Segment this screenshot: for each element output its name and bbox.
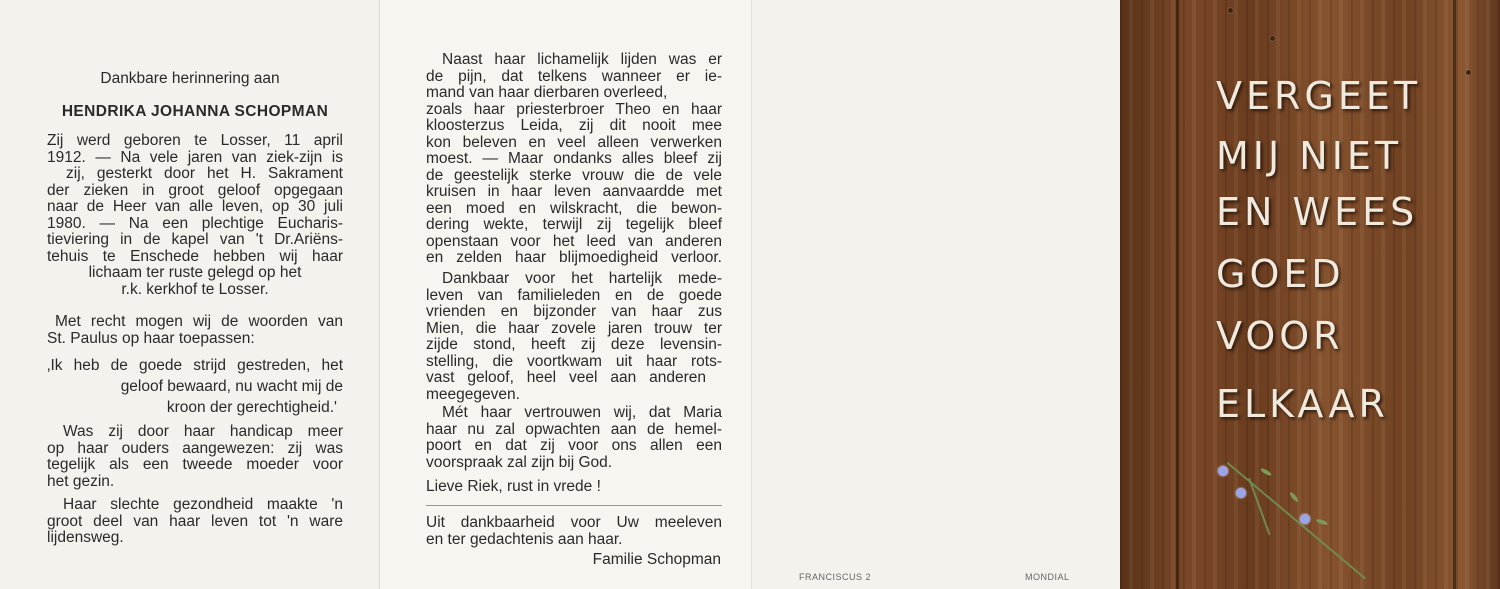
card-heading: Dankbare herinnering aan xyxy=(100,70,280,87)
flower-stem xyxy=(1248,478,1270,535)
farewell-line: Lieve Riek, rust in vrede ! xyxy=(426,478,601,495)
text-line: haar nu zal opwachten aan de hemel- xyxy=(426,420,722,438)
flower-icon xyxy=(1236,488,1246,498)
slogan-line: ELKAAR xyxy=(1216,382,1389,426)
family-signature: Familie Schopman xyxy=(592,551,721,568)
health-paragraph xyxy=(47,497,343,547)
text-line: ‚Ik heb de goede strijd gestreden, het xyxy=(47,357,343,374)
left-card-panel xyxy=(0,0,380,589)
birth-death-paragraph xyxy=(47,133,343,298)
text-line: kloosterzus Leida, zij dit nooit mee xyxy=(426,117,722,134)
slogan-line: VOOR xyxy=(1216,314,1344,358)
divider xyxy=(426,505,722,506)
leaf-icon xyxy=(1316,518,1329,526)
text-line: dering wekte, terwijl zij tegelijk bleef xyxy=(426,216,722,233)
nail-icon xyxy=(1270,36,1275,41)
slogan-line: GOED xyxy=(1216,252,1345,296)
text-line: zoals haar priesterbroer Theo en haar xyxy=(426,100,722,118)
text-line: openstaan voor het leed van anderen xyxy=(426,232,722,250)
flower-icon xyxy=(1218,466,1228,476)
board-seam xyxy=(1453,0,1456,589)
text-line: der zieken in groot geloof opgegaan xyxy=(47,181,343,199)
suffering-paragraph xyxy=(426,52,722,267)
text-line: Mien, die haar zovele jaren trouw ter xyxy=(426,319,722,337)
text-line: Naast haar lichamelijk lijden was er xyxy=(442,51,722,68)
slogan-line: VERGEET xyxy=(1216,74,1422,118)
text-line: groot deel van haar leven tot 'n ware xyxy=(47,512,343,530)
text-line: Mét haar vertrouwen wij, dat Maria xyxy=(442,404,722,421)
text-line: en zelden haar blijmoedigheid verloor. xyxy=(426,249,722,266)
slogan-line: MIJ NIET xyxy=(1216,134,1403,178)
nail-icon xyxy=(1466,70,1471,75)
text-line: Zij werd geboren te Losser, 11 april xyxy=(47,132,343,149)
text-line: vast geloof, heel veel aan anderen xyxy=(426,369,706,386)
text-line: leven van familieleden en de goede xyxy=(426,286,722,304)
text-line: zij, gesterkt door het H. Sakrament xyxy=(66,165,343,182)
scripture-intro-paragraph xyxy=(47,314,343,347)
text-line: 1912. — Na vele jaren van ziek-zijn is xyxy=(47,148,343,166)
text-line: kon beleven en veel alleen verwerken xyxy=(426,133,722,151)
text-line: stelling, die voortkwam uit haar rots- xyxy=(426,352,722,370)
imprint-left: FRANCISCUS 2 xyxy=(799,572,872,582)
middle-card-panel xyxy=(380,0,752,589)
blank-back-panel xyxy=(752,0,1120,589)
thanks-paragraph xyxy=(426,515,722,548)
leaf-icon xyxy=(1289,491,1300,503)
text-line: r.k. kerkhof te Losser. xyxy=(121,280,269,298)
text-line: zijde stond, heeft zij deze levensin- xyxy=(426,336,722,353)
slogan-line: EN WEES xyxy=(1216,190,1419,234)
text-line: St. Paulus op haar toepassen: xyxy=(47,329,255,347)
text-line: meegegeven. xyxy=(426,385,520,403)
scripture-quote xyxy=(47,356,343,418)
text-line: geloof bewaard, nu wacht mij de xyxy=(120,378,343,395)
text-line: kruisen in haar leven aanvaardde met xyxy=(426,183,722,200)
gratitude-paragraph xyxy=(426,271,722,403)
text-line: op haar ouders aangewezen: zij was xyxy=(47,439,343,457)
text-line: vrienden en bijzonder van haar zus xyxy=(426,303,722,320)
text-line: het gezin. xyxy=(47,472,115,490)
text-line: naar de Heer van alle leven, op 30 juli xyxy=(47,198,343,215)
text-line: 1980. — Na een plechtige Eucharis- xyxy=(47,214,343,232)
text-line: lichaam ter ruste gelegd op het xyxy=(88,264,302,281)
text-line: tegelijk als een tweede moeder voor xyxy=(47,456,343,473)
trust-paragraph xyxy=(426,405,722,471)
text-line: lijdensweg. xyxy=(47,529,124,546)
text-line: kroon der gerechtigheid.' xyxy=(166,399,337,416)
text-line: tieviering in de kapel van 't Dr.Ariëns- xyxy=(47,231,343,248)
flower-icon xyxy=(1300,514,1310,524)
text-line: Haar slechte gezondheid maakte 'n xyxy=(63,496,343,513)
board-seam xyxy=(1176,0,1179,589)
family-role-paragraph xyxy=(47,424,343,490)
text-line: de pijn, dat telkens wanneer er ie- xyxy=(426,67,722,85)
wood-image-panel xyxy=(1120,0,1500,589)
text-line: mand van haar dierbaren overleed, xyxy=(426,84,668,101)
leaf-icon xyxy=(1260,467,1272,476)
text-line: poort en dat zij voor ons allen een xyxy=(426,437,722,454)
text-line: Uit dankbaarheid voor Uw meeleven xyxy=(426,514,722,531)
text-line: Dankbaar voor het hartelijk mede- xyxy=(442,270,722,287)
text-line: de geestelijk sterke vrouw die de vele xyxy=(426,166,722,184)
text-line: voorspraak zal zijn bij God. xyxy=(426,453,613,471)
nail-icon xyxy=(1228,8,1233,13)
text-line: en ter gedachtenis aan haar. xyxy=(426,530,623,548)
text-line: een moed en wilskracht, die bewon- xyxy=(426,199,722,217)
text-line: Was zij door haar handicap meer xyxy=(63,423,343,440)
deceased-name: HENDRIKA JOHANNA SCHOPMAN xyxy=(61,103,329,120)
text-line: tehuis te Enschede hebben wij haar xyxy=(47,247,343,265)
text-line: Met recht mogen wij de woorden van xyxy=(55,313,343,330)
imprint-right: MONDIAL xyxy=(1025,572,1070,582)
text-line: moest. — Maar ondanks alles bleef zij xyxy=(426,150,722,167)
